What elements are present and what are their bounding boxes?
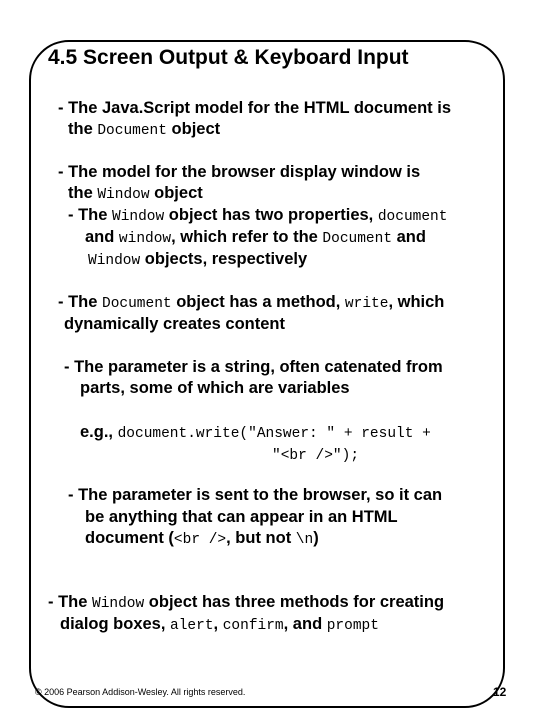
copyright-notice: © 2006 Pearson Addison-Wesley. All rights reserved.	[35, 687, 246, 697]
bullet-1-line-1: - The Java.Script model for the HTML document is	[58, 99, 452, 117]
bullet-1-line-2: the Document object	[68, 120, 221, 139]
sub-bullet-1-line-1: - The Window object has two properties, document	[68, 206, 448, 225]
sub-bullet-3-line-1: - The parameter is sent to the browser, so it can	[68, 486, 443, 504]
sub-bullet-2-line-2: parts, some of which are variables	[80, 379, 350, 397]
sub-bullet-1-line-3: Window objects, respectively	[88, 250, 308, 269]
example-line-1: e.g., document.write("Answer: " + result +	[80, 423, 431, 442]
sub-bullet-1-line-2: and window, which refer to the Document and	[85, 228, 426, 247]
sub-bullet-3-line-3: document (<br />, but not \n)	[85, 529, 319, 548]
bullet-3-line-1: - The Document object has a method, write, which	[58, 293, 445, 312]
page-number: 12	[493, 685, 507, 699]
sub-bullet-3-line-2: be anything that can appear in an HTML	[85, 508, 398, 526]
bullet-4-line-1: - The Window object has three methods for creating	[48, 593, 445, 612]
bullet-2-line-1: - The model for the browser display window is	[58, 163, 421, 181]
slide-title: 4.5 Screen Output & Keyboard Input	[48, 46, 409, 69]
bullet-2-line-2: the Window object	[68, 184, 203, 203]
bullet-4-line-2: dialog boxes, alert, confirm, and prompt	[60, 615, 379, 634]
sub-bullet-2-line-1: - The parameter is a string, often catenated from	[64, 358, 443, 376]
bullet-3-line-2: dynamically creates content	[64, 315, 286, 333]
example-line-2: "<br />");	[272, 448, 360, 464]
